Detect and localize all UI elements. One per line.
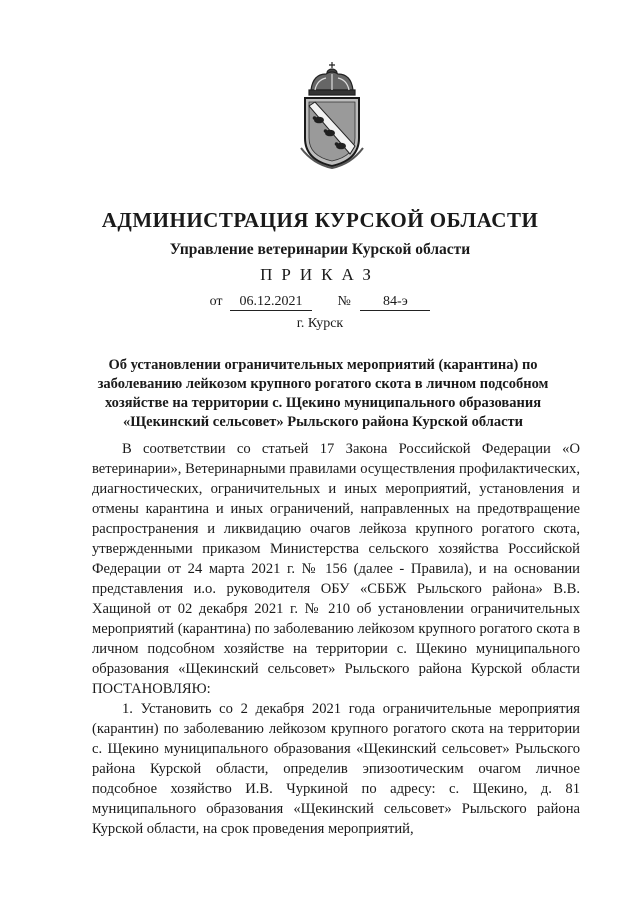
organization-title: АДМИНИСТРАЦИЯ КУРСКОЙ ОБЛАСТИ	[101, 208, 539, 232]
coat-of-arms-emblem	[293, 60, 371, 170]
document-number: 84-э	[360, 294, 430, 311]
clause-1-paragraph: 1. Установить со 2 декабря 2021 года ограничительные мероприятия (карантин) по заболеванию лейкозом крупного рогатого скота на территории с. Щекино муниципального образования «Щекинский сельсовет» Рыльского района Курской области, определив эпизоотическим очагом личное подсобное хозяйство И.В. Чуркиной по адресу: с. Щекино, д. 81 муниципального образования «Щекинский сельсовет» Рыльского района Курской области, на срок проведения мероприятий,	[92, 701, 580, 837]
document-date: 06.12.2021	[230, 294, 312, 311]
department-name: Управление ветеринарии Курской области	[169, 241, 471, 258]
date-number-line	[0, 294, 640, 311]
preamble-paragraph: В соответствии со статьей 17 Закона Российской Федерации «О ветеринарии», Ветеринарными правилами осуществления профилактических, диагностических, ограничительных и иных мероприятий, установления и отмены карантина и иных ограничений, направленных на предотвращение распространения и ликвидацию очагов лейкоза крупного рогатого скота, утвержденными приказом Министерства сельского хозяйства Российской Федерации от 24 марта 2021 г. № 156 (далее - Правила), и на основании представления и.о. руководителя ОБУ «СББЖ Рыльского района» В.В. Хащиной от 02 декабря 2021 г. № 210 об установлении ограничительных мероприятий (карантина) по заболеванию лейкозом крупного рогатого скота в личном подсобном хозяйстве на территории с. Щекино муниципального образования «Щекинский сельсовет» Рыльского района Курской области ПОСТАНОВЛЯЮ:	[92, 441, 580, 697]
date-prefix: от	[209, 294, 223, 309]
number-prefix: №	[337, 294, 351, 309]
document-type: ПРИКАЗ	[260, 265, 380, 284]
document-place: г. Курск	[296, 316, 344, 331]
document-body	[92, 439, 580, 839]
document-subject: Об установлении ограничительных мероприятий (карантина) по заболеванию лейкозом крупного рогатого скота в личном подсобном хозяйстве на территории с. Щекино муниципального образования «Щекинский сельсовет» Рыльского района Курской области	[97, 357, 549, 430]
